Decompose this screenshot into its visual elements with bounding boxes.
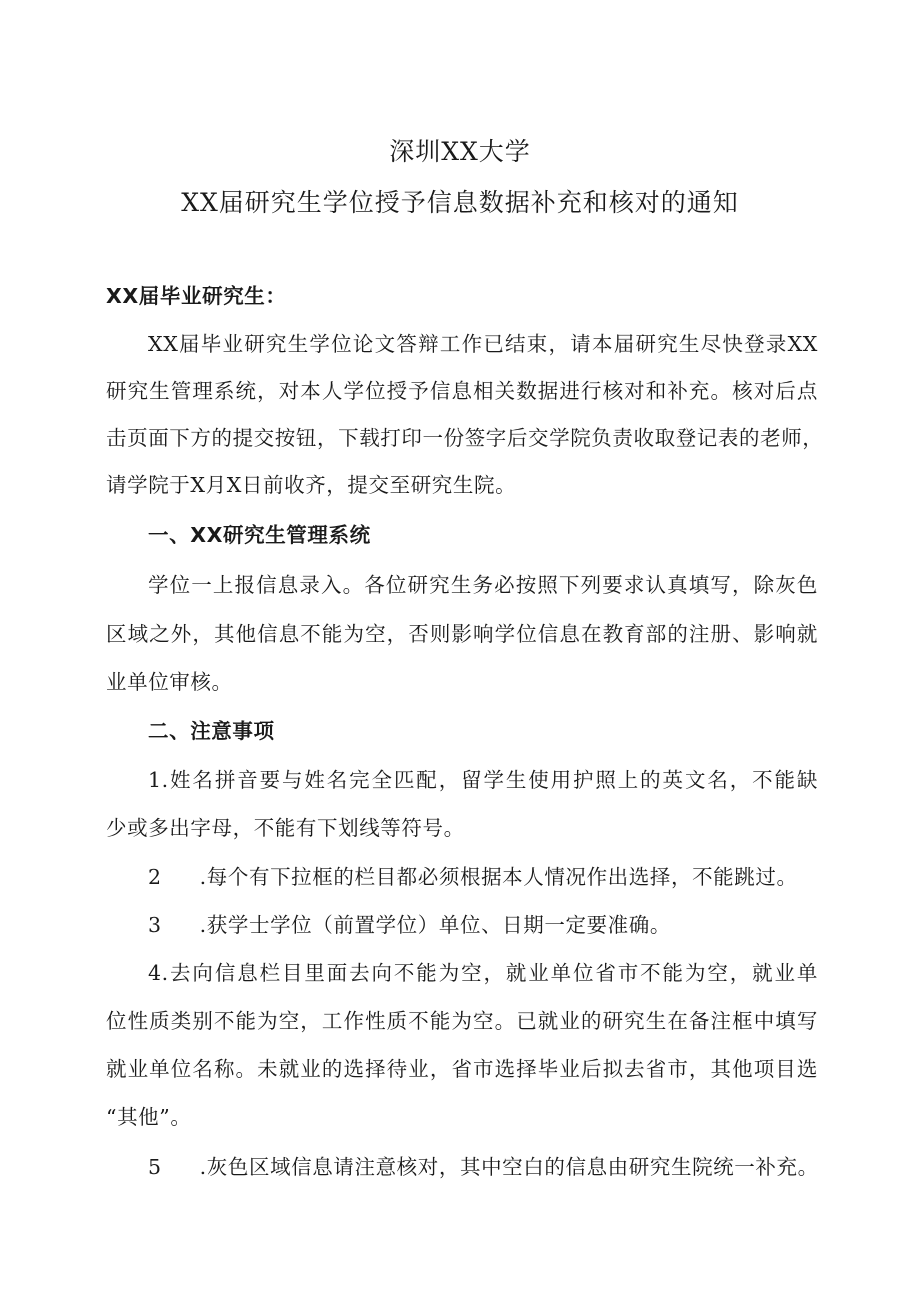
item-4-line-2: 位性质类别不能为空，工作性质不能为空。已就业的研究生在备注框中填写 [106,1009,818,1033]
intro-line-2: 研究生管理系统，对本人学位授予信息相关数据进行核对和补充。核对后点 [106,379,818,403]
section-2-heading: 二、注意事项 [148,719,275,743]
item-1-line-2: 少或多出字母，不能有下划线等符号。 [106,816,465,840]
item-3-number: 3 [148,913,162,937]
item-4-line-1: 4.去向信息栏目里面去向不能为空，就业单位省市不能为空，就业单 [148,961,818,985]
salutation: XX届毕业研究生： [106,284,287,308]
item-1-line-1: 1.姓名拼音要与姓名完全匹配，留学生使用护照上的英文名，不能缺 [148,768,818,792]
item-3 [148,908,818,938]
item-3-text: .获学士学位（前置学位）单位、日期一定要准确。 [199,913,671,937]
item-5-number: 5 [148,1155,162,1179]
item-2 [148,860,818,890]
item-5 [148,1150,818,1180]
intro-line-3: 击页面下方的提交按钮，下载打印一份签字后交学院负责收取登记表的老师， [106,426,824,450]
intro-line-4: 请学院于X月X日前收齐，提交至研究生院。 [106,473,517,497]
item-5-text: .灰色区域信息请注意核对，其中空白的信息由研究生院统一补充。 [199,1155,819,1179]
section-1-line-1: 学位一上报信息录入。各位研究生务必按照下列要求认真填写，除灰色 [148,573,818,597]
item-4-line-3: 就业单位名称。未就业的选择待业，省市选择毕业后拟去省市，其他项目选 [106,1057,818,1081]
item-4-line-4: “其他”。 [106,1105,192,1129]
section-1-line-3: 业单位审核。 [106,670,233,694]
section-1-heading: 一、XX研究生管理系统 [148,523,371,547]
intro-line-1: XX届毕业研究生学位论文答辩工作已结束，请本届研究生尽快登录XX [148,332,818,356]
document-title-notice: XX届研究生学位授予信息数据补充和核对的通知 [181,188,739,217]
document-title-school: 深圳XX大学 [389,137,531,166]
item-2-text: .每个有下拉框的栏目都必须根据本人情况作出选择，不能跳过。 [199,865,798,889]
item-2-number: 2 [148,865,162,889]
section-1-line-2: 区域之外，其他信息不能为空，否则影响学位信息在教育部的注册、影响就 [106,622,818,646]
